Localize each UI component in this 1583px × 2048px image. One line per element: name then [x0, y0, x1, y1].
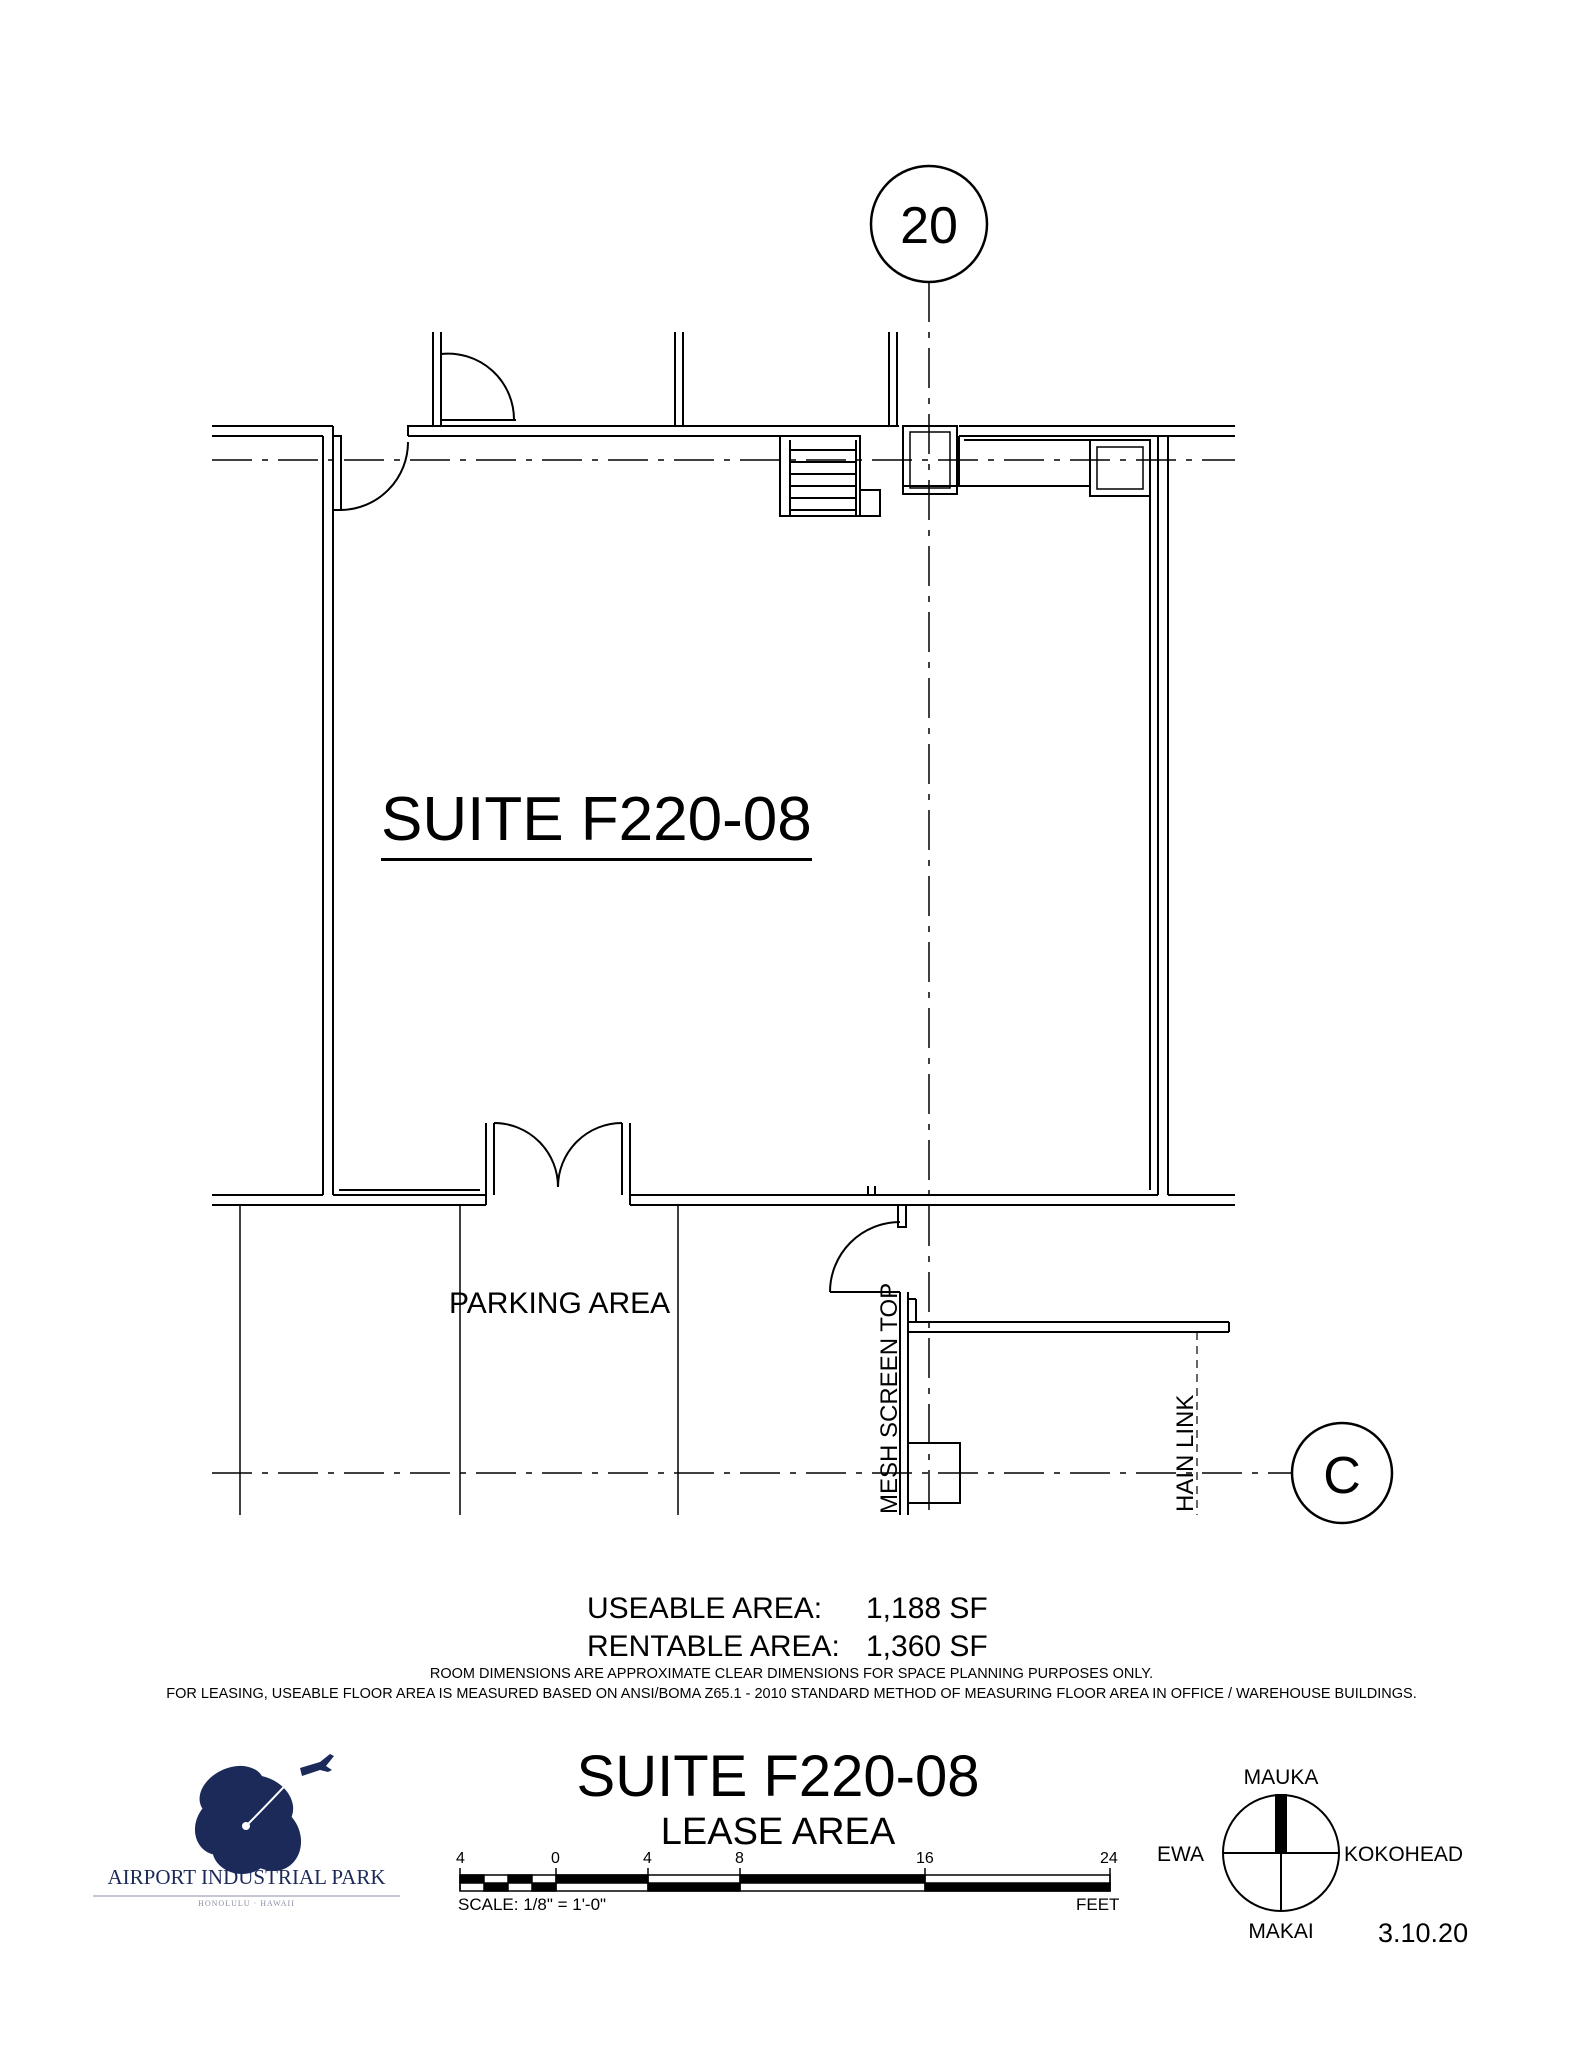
- scale-tick-1: 0: [551, 1850, 560, 1867]
- compass-west: EWA: [1157, 1843, 1205, 1866]
- logo-sub: HONOLULU · HAWAII: [198, 1899, 295, 1908]
- scale-text: SCALE: 1/8" = 1'-0": [458, 1895, 607, 1914]
- useable-area-label: USEABLE AREA:: [587, 1592, 823, 1625]
- note-line-1: ROOM DIMENSIONS ARE APPROXIMATE CLEAR DIMENSIONS FOR SPACE PLANNING PURPOSES ONLY.: [429, 1666, 1154, 1682]
- useable-area-value: 1,188 SF: [866, 1592, 988, 1625]
- parking-area-label: PARKING AREA: [449, 1287, 671, 1320]
- rentable-area-label: RENTABLE AREA:: [587, 1630, 840, 1663]
- scale-unit: FEET: [1076, 1895, 1120, 1914]
- mesh-screen-label: MESH SCREEN TOP: [876, 1282, 903, 1514]
- title-block-title: SUITE F220-08: [576, 1744, 980, 1809]
- scale-tick-2: 4: [643, 1850, 652, 1867]
- suite-label: SUITE F220-08: [381, 786, 812, 861]
- chain-link-label: HAIN LINK: [1172, 1394, 1199, 1512]
- rentable-area-value: 1,360 SF: [866, 1630, 988, 1663]
- grid-label-20: 20: [900, 197, 958, 255]
- scale-tick-5: 24: [1100, 1850, 1118, 1867]
- grid-label-c: C: [1323, 1447, 1361, 1505]
- compass-east: KOKOHEAD: [1344, 1843, 1464, 1866]
- compass-south: MAKAI: [1248, 1920, 1314, 1943]
- scale-tick-0: 4: [456, 1850, 465, 1867]
- drawing-date: 3.10.20: [1378, 1918, 1469, 1948]
- scale-tick-4: 16: [916, 1850, 934, 1867]
- logo-name: AIRPORT INDUSTRIAL PARK: [107, 1865, 386, 1889]
- title-block-subtitle: LEASE AREA: [660, 1811, 896, 1853]
- note-line-2: FOR LEASING, USEABLE FLOOR AREA IS MEASURED BASED ON ANSI/BOMA Z65.1 - 2010 STANDARD METHOD OF MEASURING FLOOR AREA IN OFFICE / WAREHOUSE BUILDINGS.: [166, 1686, 1417, 1702]
- compass-north: MAUKA: [1243, 1766, 1319, 1789]
- scale-tick-3: 8: [735, 1850, 744, 1867]
